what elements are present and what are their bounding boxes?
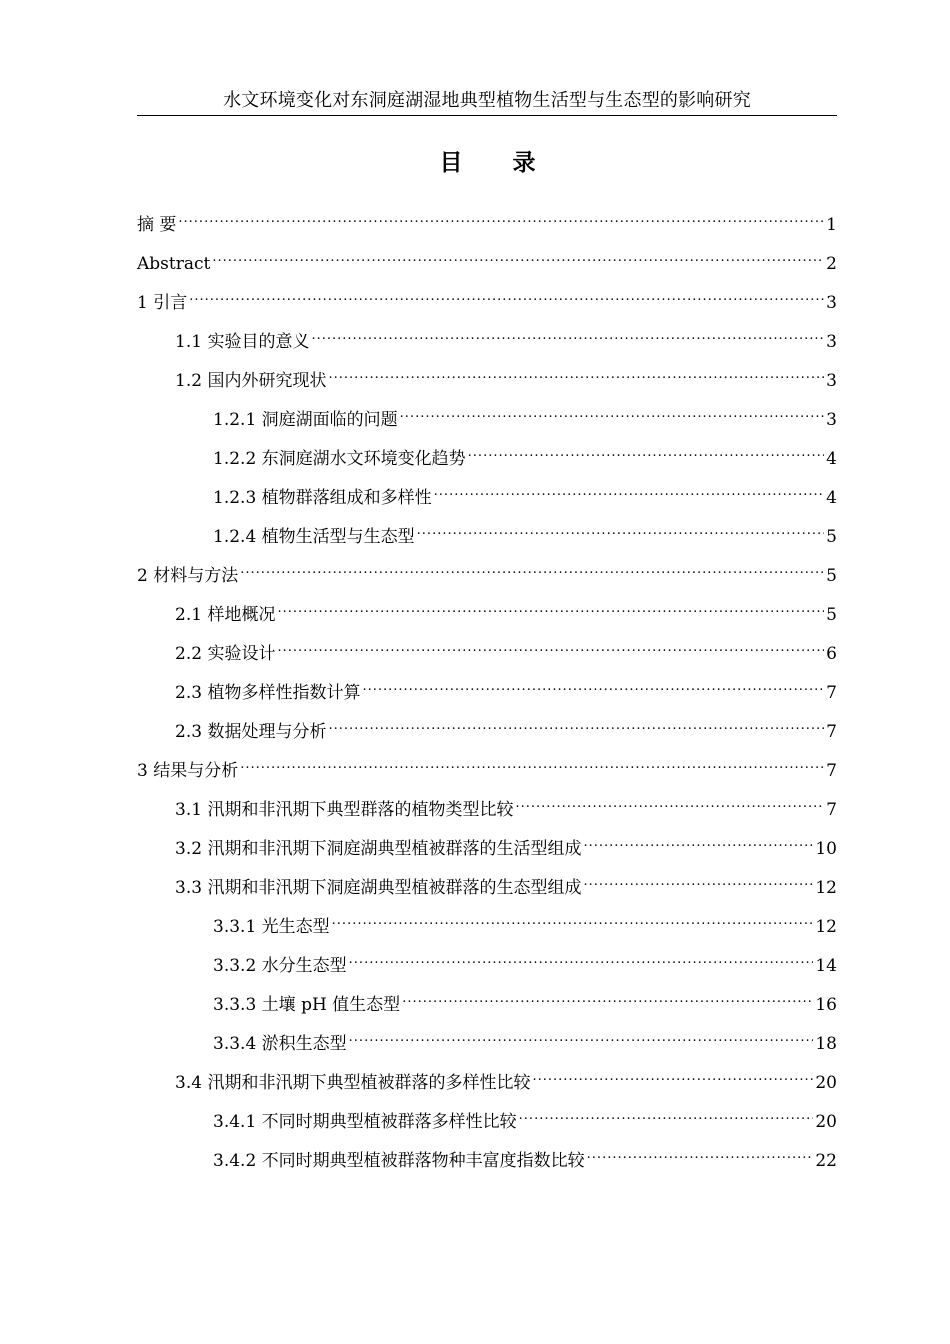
toc-entry-page: 3 [826, 410, 837, 430]
running-header: 水文环境变化对东洞庭湖湿地典型植物生活型与生态型的影响研究 [223, 90, 751, 111]
dot-leader [328, 356, 824, 386]
toc-entry[interactable] [137, 239, 837, 278]
toc-entry-page: 1 [826, 215, 837, 235]
toc-entry[interactable] [137, 746, 837, 785]
toc-title-char-1: 目 [439, 150, 463, 176]
toc-entry[interactable] [137, 512, 837, 551]
toc-entry-label: 摘 要 [137, 215, 177, 235]
toc-entry-page: 20 [815, 1073, 837, 1093]
toc-entry-label: 2.3 植物多样性指数计算 [175, 683, 361, 703]
toc-entry-page: 4 [826, 488, 837, 508]
toc-entry-page: 12 [815, 917, 837, 937]
toc-entry[interactable] [137, 1136, 837, 1175]
dot-leader [587, 1136, 814, 1166]
toc-entry-page: 14 [815, 956, 837, 976]
toc-entry-page: 5 [826, 605, 837, 625]
toc-entry-label: 3.2 汛期和非汛期下洞庭湖典型植被群落的生活型组成 [175, 839, 582, 859]
toc-title [0, 148, 950, 178]
dot-leader [434, 473, 825, 503]
toc-entry-label: 3.3 汛期和非汛期下洞庭湖典型植被群落的生态型组成 [175, 878, 582, 898]
toc-entry[interactable] [137, 278, 837, 317]
toc-entry[interactable] [137, 1019, 837, 1058]
toc-entry[interactable] [137, 902, 837, 941]
dot-leader [519, 1097, 814, 1127]
toc-entry-label: 1.2.4 植物生活型与生态型 [213, 527, 415, 547]
toc-entry-page: 3 [826, 293, 837, 313]
toc-entry-page: 7 [826, 683, 837, 703]
toc-entry-label: Abstract [137, 254, 211, 274]
toc-entry-label: 2.1 样地概况 [175, 605, 276, 625]
toc-entry[interactable] [137, 1058, 837, 1097]
toc-entry-label: 2 材料与方法 [137, 566, 239, 586]
toc-entry[interactable] [137, 863, 837, 902]
dot-leader [349, 1019, 814, 1049]
dot-leader [311, 317, 824, 347]
toc-entry[interactable] [137, 707, 837, 746]
toc-entry[interactable] [137, 200, 837, 239]
toc-entry-label: 3.3.1 光生态型 [213, 917, 330, 937]
toc-entry[interactable] [137, 941, 837, 980]
toc-entry[interactable] [137, 824, 837, 863]
dot-leader [240, 746, 824, 776]
dot-leader [178, 200, 824, 230]
toc-entry[interactable] [137, 317, 837, 356]
dot-leader [189, 278, 824, 308]
toc-entry[interactable] [137, 1097, 837, 1136]
toc-entry-label: 1 引言 [137, 293, 188, 313]
dot-leader [532, 1058, 813, 1088]
dot-leader [583, 824, 813, 854]
table-of-contents [137, 200, 837, 1175]
toc-entry[interactable] [137, 629, 837, 668]
toc-entry-label: 3.3.3 土壤 pH 值生态型 [213, 995, 401, 1015]
toc-entry-page: 20 [815, 1112, 837, 1132]
toc-entry-label: 1.2.1 洞庭湖面临的问题 [213, 410, 398, 430]
toc-entry[interactable] [137, 590, 837, 629]
toc-entry[interactable] [137, 668, 837, 707]
dot-leader [212, 239, 824, 269]
toc-title-char-2: 录 [512, 150, 536, 176]
toc-entry-label: 1.2 国内外研究现状 [175, 371, 327, 391]
toc-entry-page: 3 [826, 371, 837, 391]
toc-entry[interactable] [137, 980, 837, 1019]
dot-leader [583, 863, 813, 893]
toc-entry[interactable] [137, 473, 837, 512]
dot-leader [277, 629, 824, 659]
toc-entry-page: 16 [815, 995, 837, 1015]
toc-entry-label: 3 结果与分析 [137, 761, 239, 781]
toc-entry[interactable] [137, 551, 837, 590]
header-rule [137, 115, 837, 116]
toc-entry[interactable] [137, 434, 837, 473]
toc-entry-page: 7 [826, 800, 837, 820]
toc-entry-label: 3.4 汛期和非汛期下典型植被群落的多样性比较 [175, 1073, 531, 1093]
toc-entry-page: 5 [826, 527, 837, 547]
toc-entry-label: 1.1 实验目的意义 [175, 332, 310, 352]
toc-entry-page: 7 [826, 722, 837, 742]
toc-entry-label: 3.3.4 淤积生态型 [213, 1034, 347, 1054]
toc-entry-label: 1.2.3 植物群落组成和多样性 [213, 488, 432, 508]
dot-leader [400, 395, 825, 425]
toc-entry-page: 6 [826, 644, 837, 664]
dot-leader [362, 668, 824, 698]
toc-entry-label: 2.2 实验设计 [175, 644, 276, 664]
dot-leader [468, 434, 825, 464]
toc-entry[interactable] [137, 395, 837, 434]
toc-entry[interactable] [137, 785, 837, 824]
dot-leader [328, 707, 824, 737]
toc-entry-page: 7 [826, 761, 837, 781]
dot-leader [240, 551, 824, 581]
toc-entry-page: 3 [826, 332, 837, 352]
toc-entry-page: 5 [826, 566, 837, 586]
toc-entry-page: 22 [815, 1151, 837, 1171]
toc-entry-label: 2.3 数据处理与分析 [175, 722, 327, 742]
toc-entry-label: 3.1 汛期和非汛期下典型群落的植物类型比较 [175, 800, 514, 820]
toc-entry-label: 1.2.2 东洞庭湖水文环境变化趋势 [213, 449, 466, 469]
toc-entry-label: 3.3.2 水分生态型 [213, 956, 347, 976]
dot-leader [417, 512, 825, 542]
dot-leader [332, 902, 814, 932]
toc-entry-label: 3.4.2 不同时期典型植被群落物种丰富度指数比较 [213, 1151, 585, 1171]
dot-leader [402, 980, 813, 1010]
toc-entry-label: 3.4.1 不同时期典型植被群落多样性比较 [213, 1112, 517, 1132]
toc-entry-page: 2 [826, 254, 837, 274]
dot-leader [349, 941, 814, 971]
toc-entry[interactable] [137, 356, 837, 395]
dot-leader [515, 785, 824, 815]
toc-entry-page: 18 [815, 1034, 837, 1054]
dot-leader [277, 590, 824, 620]
toc-entry-page: 10 [815, 839, 837, 859]
toc-entry-page: 4 [826, 449, 837, 469]
toc-entry-page: 12 [815, 878, 837, 898]
